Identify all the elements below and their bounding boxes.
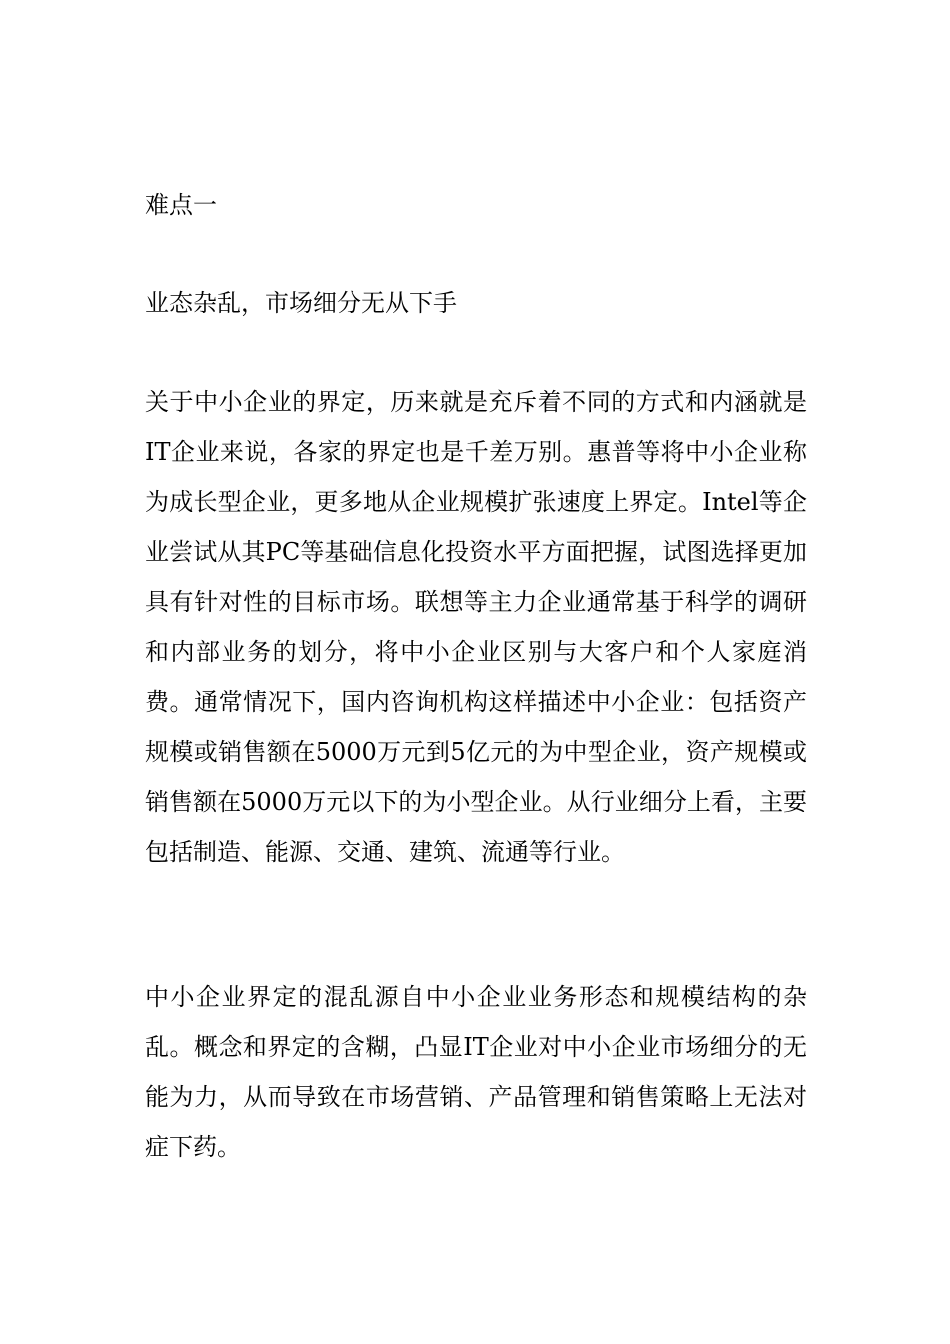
section-subheading: 业态杂乱，市场细分无从下手 bbox=[145, 289, 457, 317]
section-heading: 难点一 bbox=[145, 191, 217, 219]
body-paragraph-1: 关于中小企业的界定，历来就是充斥着不同的方式和内涵就是IT企业来说，各家的界定也是千差万别。惠普等将中小企业称为成长型企业，更多地从企业规模扩张速度上界定。Intel等企业尝试从其PC等基础信息化投资水平方面把握，试图选择更加具有针对性的目标市场。联想等主力企业通常基于科学的调研和内部业务的划分，将中小企业区别与大客户和个人家庭消费。通常情况下，国内咨询机构这样描述中小企业：包括资产规模或销售额在5000万元到5亿元的为中型企业，资产规模或销售额在5000万元以下的为小型企业。从行业细分上看，主要包括制造、能源、交通、建筑、流通等行业。 bbox=[145, 388, 807, 866]
body-paragraph-2: 中小企业界定的混乱源自中小企业业务形态和规模结构的杂乱。概念和界定的含糊，凸显IT企业对中小企业市场细分的无能为力，从而导致在市场营销、产品管理和销售策略上无法对症下药。 bbox=[145, 983, 807, 1161]
